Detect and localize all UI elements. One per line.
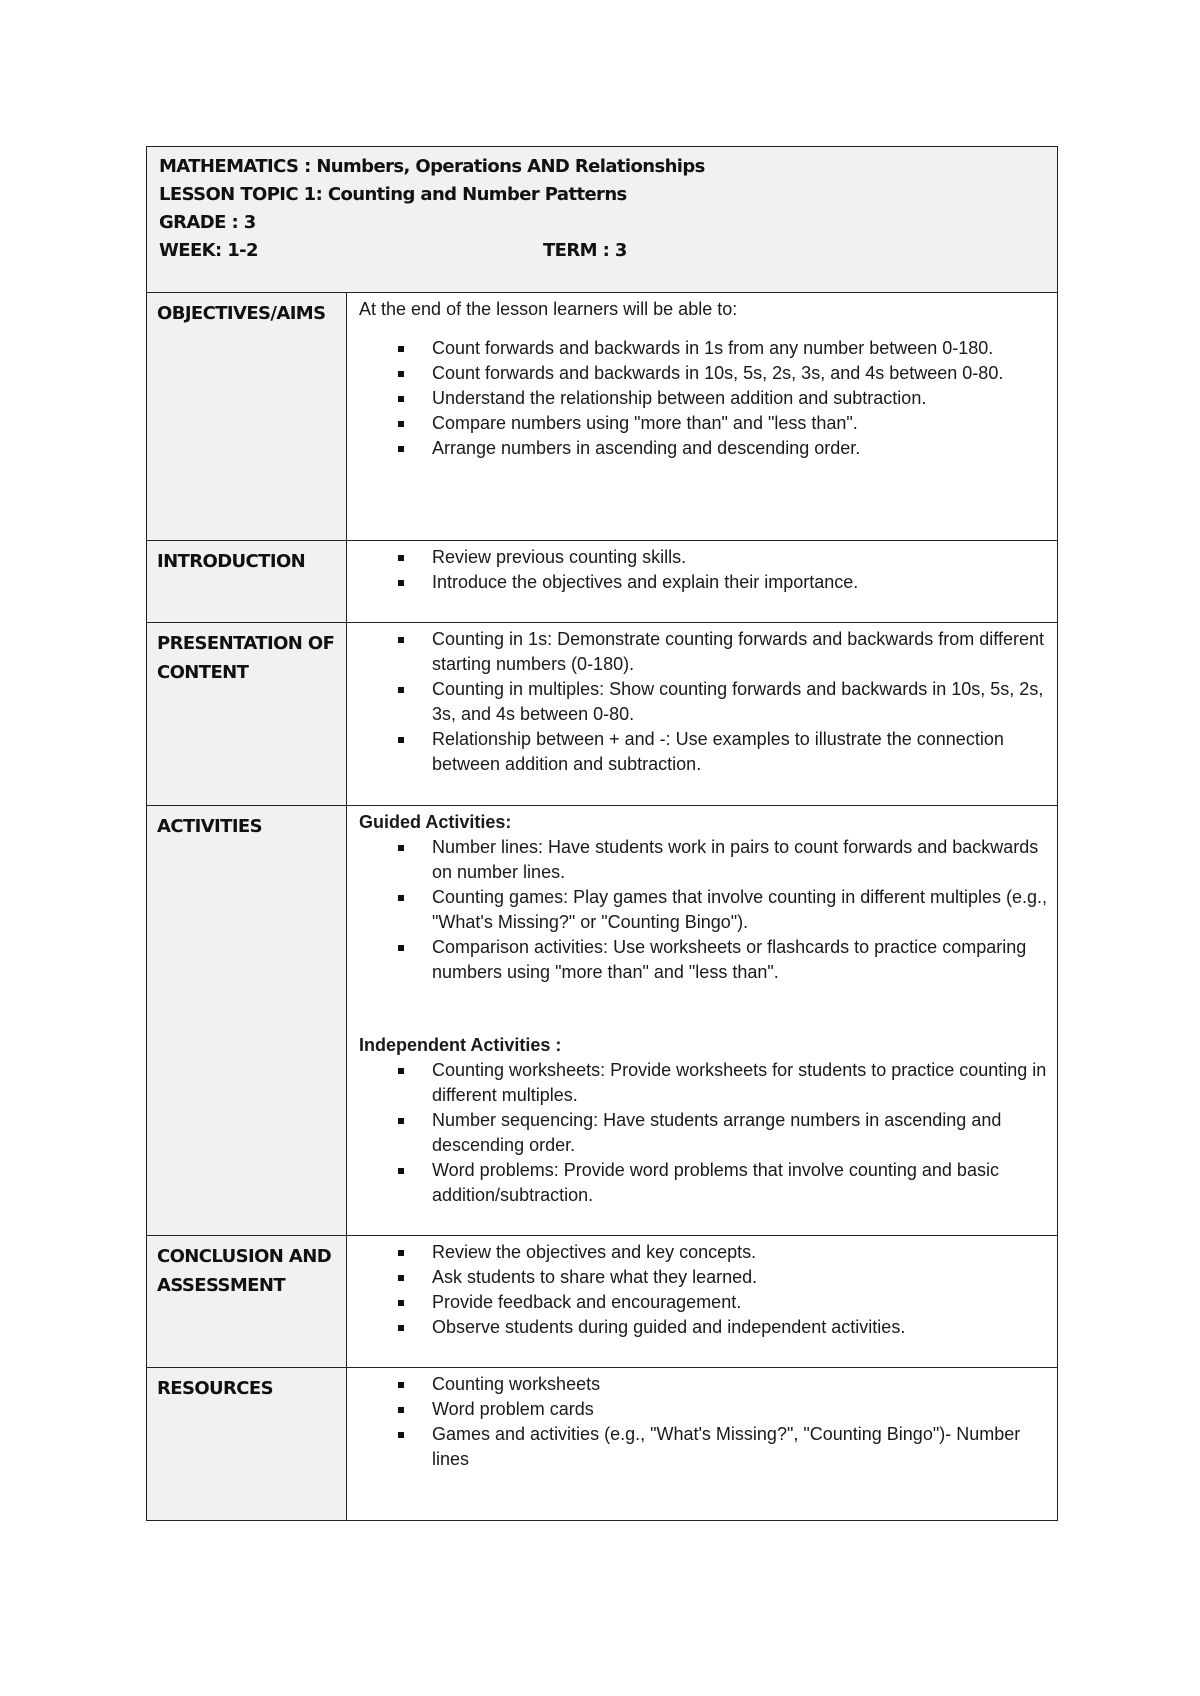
subject-line: MATHEMATICS : Numbers, Operations AND Relationships [159, 156, 705, 177]
conclusion-list [359, 1240, 1047, 1340]
list-item: Review the objectives and key concepts. [359, 1240, 1047, 1265]
guided-activities-list [359, 835, 1047, 985]
list-item: Provide feedback and encouragement. [359, 1290, 1047, 1315]
list-item: Count forwards and backwards in 10s, 5s, 2s, 3s, and 4s between 0-80. [359, 361, 1047, 386]
introduction-label: INTRODUCTION [147, 541, 347, 622]
list-item: Comparison activities: Use worksheets or flashcards to practice comparing numbers using "more than" and "less than". [359, 935, 1047, 985]
objectives-row [147, 293, 1057, 541]
resources-row [147, 1368, 1057, 1520]
independent-activities-heading: Independent Activities : [359, 1035, 562, 1055]
list-item: Counting in 1s: Demonstrate counting forwards and backwards from different starting numbers (0-180). [359, 627, 1047, 677]
list-item: Review previous counting skills. [359, 545, 1047, 570]
week-term-line [159, 237, 1045, 265]
list-item: Counting in multiples: Show counting forwards and backwards in 10s, 5s, 2s, 3s, and 4s between 0-80. [359, 677, 1047, 727]
list-item: Counting games: Play games that involve counting in different multiples (e.g., "What's Missing?" or "Counting Bingo"). [359, 885, 1047, 935]
introduction-row [147, 541, 1057, 623]
conclusion-label: CONCLUSION AND ASSESSMENT [147, 1236, 347, 1367]
list-item: Compare numbers using "more than" and "less than". [359, 411, 1047, 436]
list-item: Count forwards and backwards in 1s from any number between 0-180. [359, 336, 1047, 361]
conclusion-content [347, 1236, 1057, 1367]
list-item: Understand the relationship between addition and subtraction. [359, 386, 1047, 411]
independent-activities-list [359, 1058, 1047, 1208]
presentation-content [347, 623, 1057, 805]
guided-activities-heading: Guided Activities: [359, 812, 512, 832]
lesson-plan-table [146, 146, 1058, 1521]
resources-label: RESOURCES [147, 1368, 347, 1520]
lesson-header [147, 147, 1057, 293]
week-value: WEEK: 1-2 [159, 240, 258, 261]
grade-line: GRADE : 3 [159, 212, 256, 233]
list-item: Counting worksheets: Provide worksheets for students to practice counting in different multiples. [359, 1058, 1047, 1108]
introduction-list [359, 545, 1047, 595]
list-item: Introduce the objectives and explain their importance. [359, 570, 1047, 595]
resources-content [347, 1368, 1057, 1520]
resources-list [359, 1372, 1047, 1472]
list-item: Observe students during guided and independent activities. [359, 1315, 1047, 1340]
list-item: Word problems: Provide word problems that involve counting and basic addition/subtraction. [359, 1158, 1047, 1208]
list-item: Ask students to share what they learned. [359, 1265, 1047, 1290]
presentation-row [147, 623, 1057, 806]
objectives-label: OBJECTIVES/AIMS [147, 293, 347, 540]
list-item: Number lines: Have students work in pairs to count forwards and backwards on number lines. [359, 835, 1047, 885]
list-item: Counting worksheets [359, 1372, 1047, 1397]
activities-label: ACTIVITIES [147, 806, 347, 1235]
objectives-content [347, 293, 1057, 540]
objectives-intro: At the end of the lesson learners will be able to: [359, 299, 738, 319]
term-value: TERM : 3 [543, 240, 627, 261]
activities-content [347, 806, 1057, 1235]
introduction-content [347, 541, 1057, 622]
conclusion-row [147, 1236, 1057, 1368]
list-item: Games and activities (e.g., "What's Missing?", "Counting Bingo")- Number lines [359, 1422, 1047, 1472]
presentation-label: PRESENTATION OF CONTENT [147, 623, 347, 805]
objectives-list [359, 336, 1047, 461]
list-item: Relationship between + and -: Use examples to illustrate the connection between addition and subtraction. [359, 727, 1047, 777]
list-item: Arrange numbers in ascending and descending order. [359, 436, 1047, 461]
presentation-list [359, 627, 1047, 777]
list-item: Number sequencing: Have students arrange numbers in ascending and descending order. [359, 1108, 1047, 1158]
activities-row [147, 806, 1057, 1236]
list-item: Word problem cards [359, 1397, 1047, 1422]
topic-line: LESSON TOPIC 1: Counting and Number Patterns [159, 184, 627, 205]
